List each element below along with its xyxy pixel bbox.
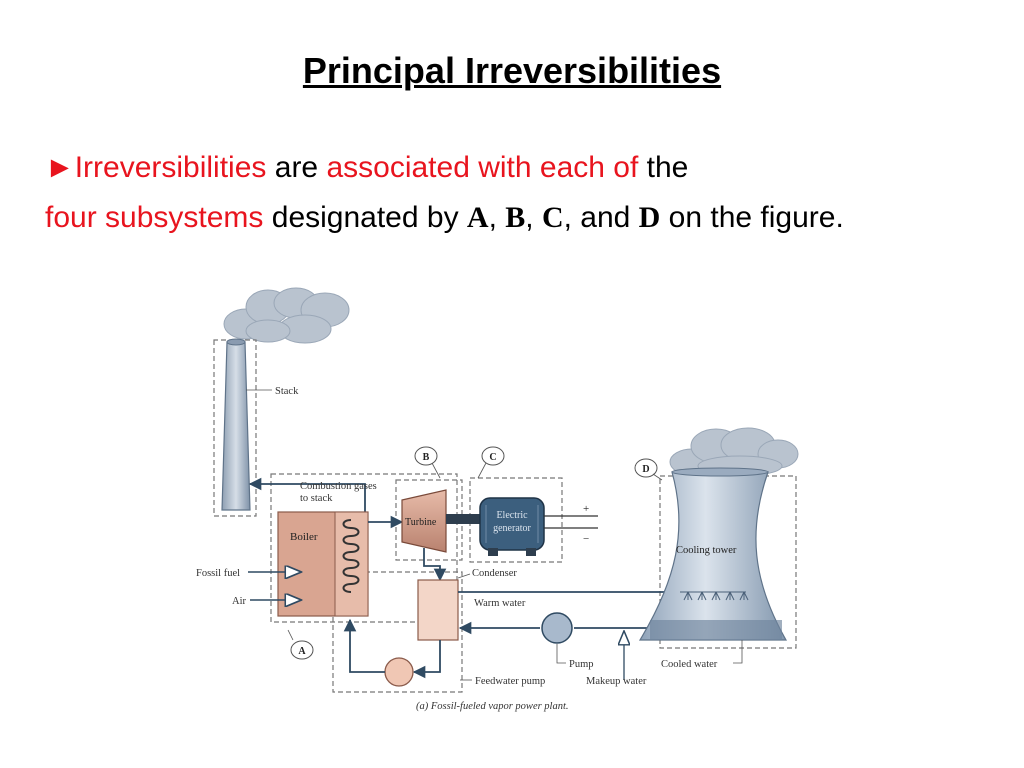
sep-2: , — [525, 201, 542, 234]
badge-d-label: D — [642, 464, 650, 475]
phrase-four-subsystems: four subsystems — [45, 201, 264, 234]
label-makeup-water: Makeup water — [586, 676, 647, 687]
label-fossil-fuel: Fossil fuel — [196, 568, 241, 579]
letter-a: A — [466, 201, 489, 234]
text-and: , and — [563, 201, 639, 234]
label-air: Air — [232, 596, 246, 607]
label-warm-water: Warm water — [474, 598, 526, 609]
label-generator: generator — [493, 523, 531, 534]
subsystem-badge-d — [635, 459, 662, 480]
subsystem-badge-c — [478, 447, 504, 478]
label-minus: − — [583, 533, 590, 545]
badge-b-label: B — [422, 452, 430, 463]
label-cooled-water: Cooled water — [661, 659, 718, 670]
text-are: are — [266, 151, 327, 184]
letter-c: C — [541, 201, 564, 234]
letter-b: B — [505, 201, 526, 234]
text-on-figure: on the figure. — [660, 201, 844, 234]
phrase-associated: associated with each of — [326, 151, 639, 184]
label-boiler: Boiler — [290, 531, 318, 543]
figure-caption: (a) Fossil-fueled vapor power plant. — [416, 701, 569, 712]
label-pump: Pump — [569, 659, 594, 670]
condenser — [418, 580, 458, 640]
subsystem-badge-a — [288, 630, 313, 659]
label-feedwater-pump: Feedwater pump — [475, 676, 546, 687]
badge-a-label: A — [298, 646, 306, 657]
phrase-irreversibilities: Irreversibilities — [74, 151, 267, 184]
cooling-water-pump — [542, 613, 572, 643]
text-designated-by: designated by — [263, 201, 467, 234]
bullet-icon: ► — [45, 151, 75, 184]
stack — [222, 339, 250, 510]
stack-smoke-cloud — [224, 288, 349, 343]
badge-c-label: C — [489, 452, 497, 463]
letter-d: D — [638, 201, 661, 234]
slide-title: Principal Irreversibilities — [302, 50, 722, 91]
label-electric: Electric — [496, 510, 528, 521]
sep-1: , — [488, 201, 506, 234]
label-turbine: Turbine — [405, 517, 437, 528]
label-cooling-tower: Cooling tower — [676, 545, 737, 556]
subsystem-badge-b — [415, 447, 440, 478]
label-plus: + — [583, 503, 590, 515]
label-combustion-gases: Combustion gases — [300, 481, 377, 492]
label-condenser: Condenser — [472, 568, 517, 579]
text-the: the — [638, 151, 689, 184]
label-to-stack: to stack — [300, 493, 333, 504]
feedwater-pump — [385, 658, 413, 686]
label-stack: Stack — [275, 386, 299, 397]
